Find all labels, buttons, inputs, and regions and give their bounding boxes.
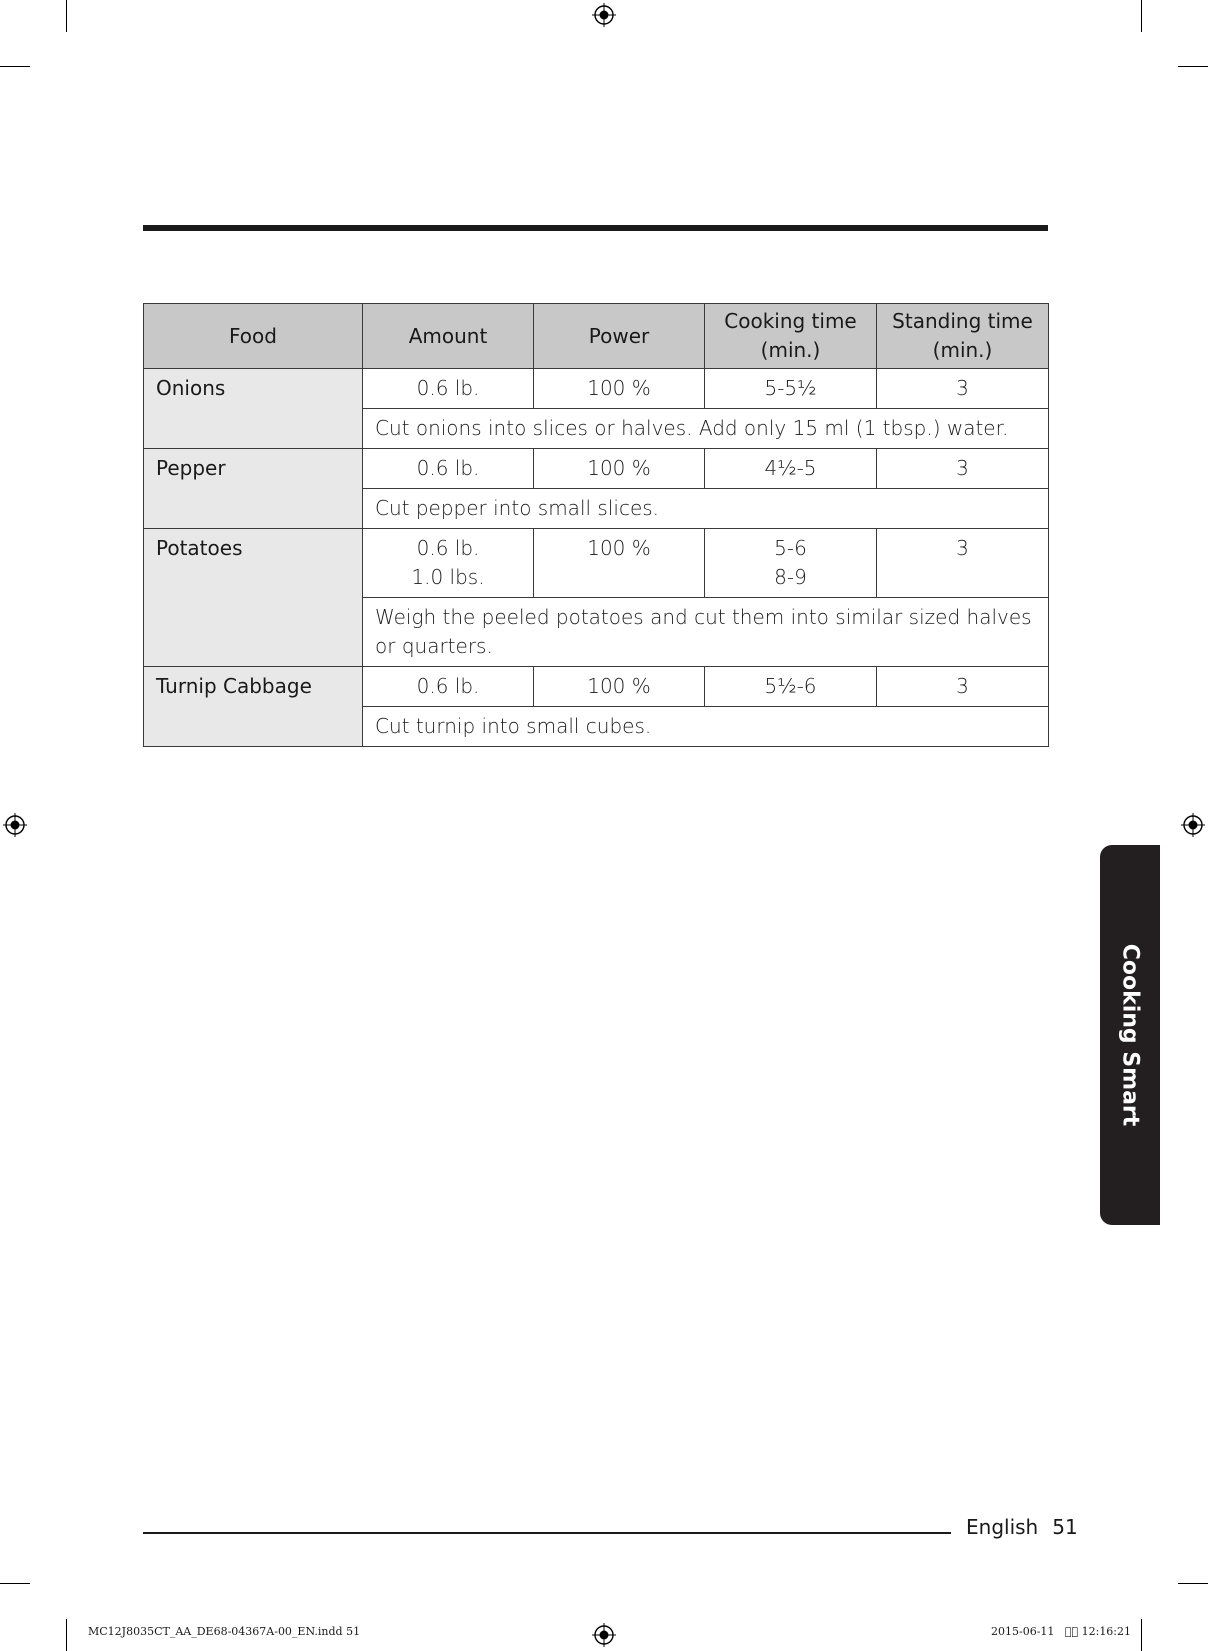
table-row — [144, 449, 1049, 489]
cooking-time-cell: 5-6 8-9 — [705, 529, 877, 598]
instruction-cell: Cut pepper into small slices. — [363, 489, 1049, 529]
instruction-cell: Cut onions into slices or halves. Add only 15 ml (1 tbsp.) water. — [363, 409, 1049, 449]
table-row — [144, 667, 1049, 707]
slug-timestamp: 2015-06-11 ￿￿ 12:16:21 — [991, 1625, 1132, 1638]
crop-mark — [66, 0, 67, 32]
amount-cell: 0.6 lb. — [363, 667, 534, 707]
cooking-time-cell: 4½-5 — [705, 449, 877, 489]
crop-mark — [1178, 1583, 1208, 1584]
section-top-rule — [143, 225, 1048, 231]
power-cell: 100 % — [534, 529, 705, 598]
amount-cell: 0.6 lb. — [363, 369, 534, 409]
table-row — [144, 529, 1049, 598]
header-power: Power — [534, 304, 705, 369]
standing-time-cell: 3 — [877, 667, 1049, 707]
power-cell: 100 % — [534, 667, 705, 707]
food-cell: Turnip Cabbage — [144, 667, 363, 747]
cooking-guide-table — [143, 303, 1049, 747]
crop-mark — [0, 1583, 30, 1584]
amount-cell: 0.6 lb. 1.0 lbs. — [363, 529, 534, 598]
amount-cell: 0.6 lb. — [363, 449, 534, 489]
footer — [966, 1515, 1078, 1539]
registration-mark-icon — [592, 3, 616, 27]
header-food: Food — [144, 304, 363, 369]
cooking-time-cell: 5-5½ — [705, 369, 877, 409]
standing-time-cell: 3 — [877, 369, 1049, 409]
footer-rule — [143, 1532, 951, 1534]
header-cooking-time: Cooking time (min.) — [705, 304, 877, 369]
header-amount: Amount — [363, 304, 534, 369]
food-cell: Potatoes — [144, 529, 363, 667]
food-cell: Pepper — [144, 449, 363, 529]
page-number: 51 — [1052, 1515, 1078, 1539]
food-cell: Onions — [144, 369, 363, 449]
registration-mark-icon — [3, 813, 27, 837]
instruction-cell: Weigh the peeled potatoes and cut them into similar sized halves or quarters. — [363, 598, 1049, 667]
chapter-side-tab — [1100, 845, 1160, 1225]
registration-mark-icon — [1181, 813, 1205, 837]
standing-time-cell: 3 — [877, 529, 1049, 598]
crop-mark — [0, 66, 30, 67]
header-standing-time: Standing time (min.) — [877, 304, 1049, 369]
power-cell: 100 % — [534, 369, 705, 409]
crop-mark — [1141, 1619, 1142, 1651]
table-row — [144, 369, 1049, 409]
instruction-cell: Cut turnip into small cubes. — [363, 707, 1049, 747]
standing-time-cell: 3 — [877, 449, 1049, 489]
crop-mark — [1141, 0, 1142, 32]
registration-mark-icon — [592, 1623, 616, 1647]
cooking-time-cell: 5½-6 — [705, 667, 877, 707]
crop-mark — [66, 1619, 67, 1651]
power-cell: 100 % — [534, 449, 705, 489]
table-header-row — [144, 304, 1049, 369]
footer-language: English — [966, 1515, 1039, 1539]
slug-filename: MC12J8035CT_AA_DE68-04367A-00_EN.indd 51 — [88, 1625, 361, 1638]
chapter-tab-label: Cooking Smart — [1117, 943, 1143, 1127]
crop-mark — [1178, 66, 1208, 67]
